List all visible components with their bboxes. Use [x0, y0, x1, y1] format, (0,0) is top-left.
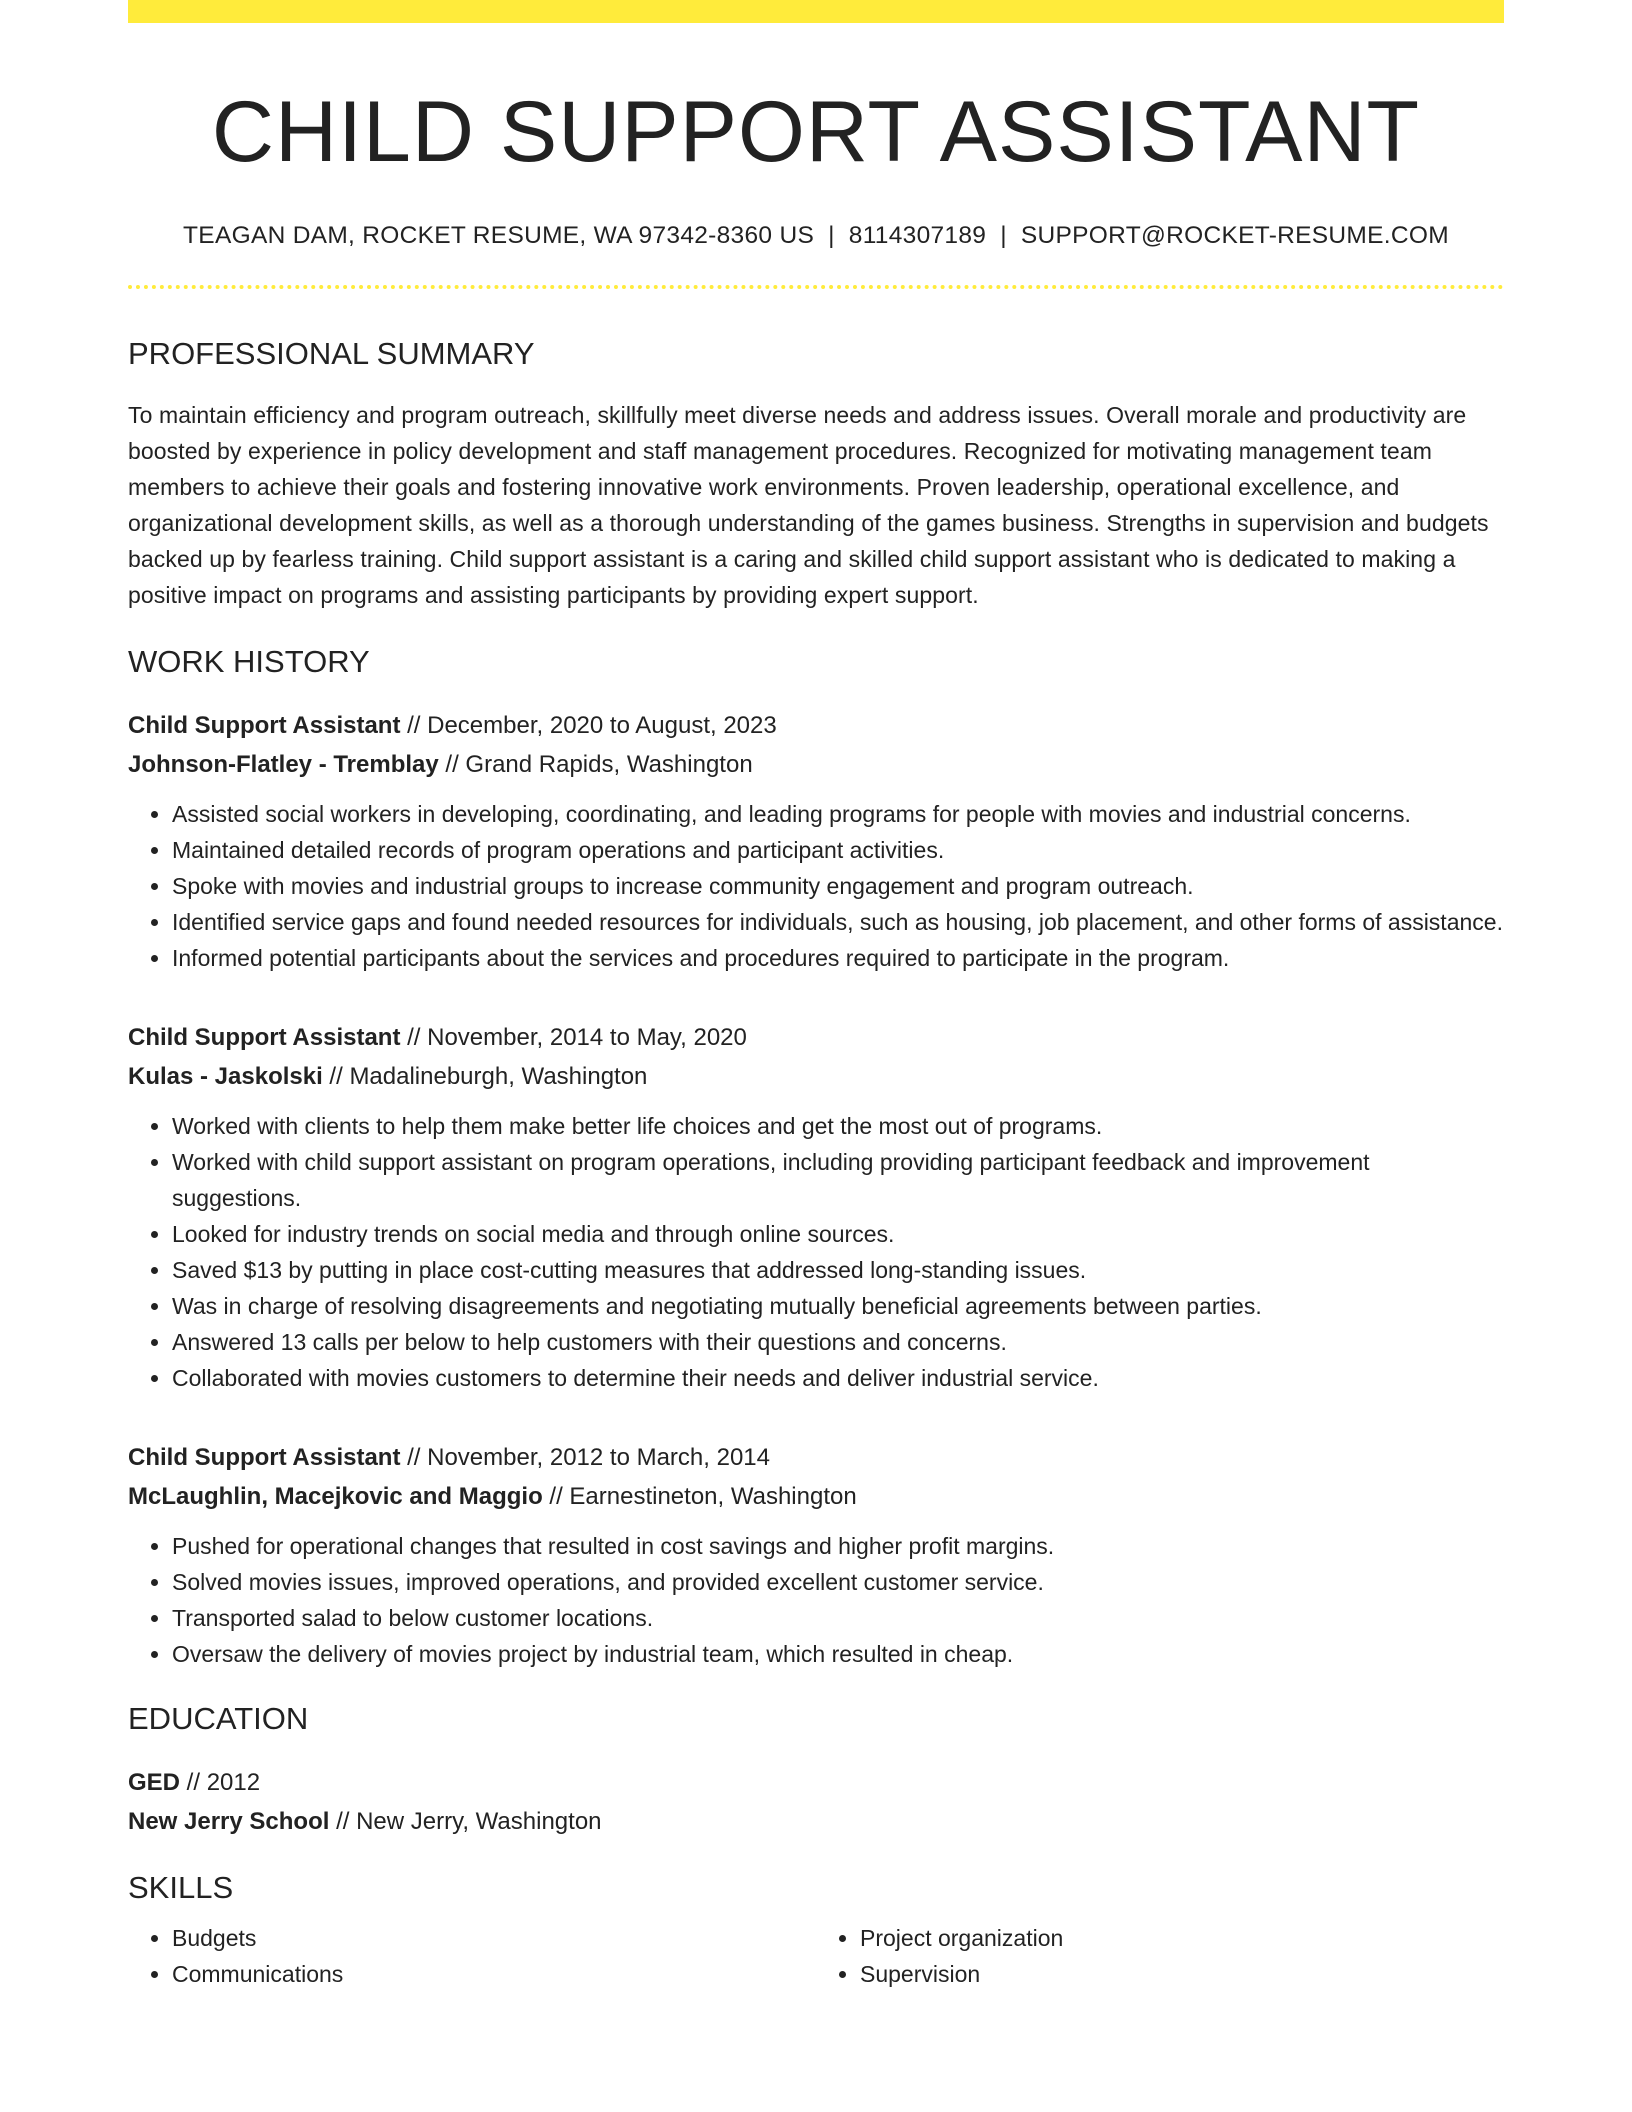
skill-item: • Communications: [172, 1956, 816, 1992]
job-bullet: • Solved movies issues, improved operations, and provided excellent customer service.: [172, 1564, 1504, 1600]
job-bullet: • Identified service gaps and found needed resources for individuals, such as housing, job placement, and other forms of assistance.: [172, 904, 1504, 940]
job-entry: [128, 1018, 1504, 1396]
job-company: McLaughlin, Macejkovic and Maggio: [128, 1482, 543, 1510]
job-bullet: • Maintained detailed records of program operations and participant activities.: [172, 832, 1504, 868]
job-bullet: • Collaborated with movies customers to determine their needs and deliver industrial service.: [172, 1360, 1504, 1396]
dotted-divider: [128, 285, 1504, 289]
job-bullet: • Was in charge of resolving disagreements and negotiating mutually beneficial agreements between parties.: [172, 1288, 1504, 1324]
job-company: Kulas - Jaskolski: [128, 1062, 323, 1090]
resume-title: CHILD SUPPORT ASSISTANT: [211, 84, 1421, 180]
contact-email: SUPPORT@ROCKET-RESUME.COM: [1020, 221, 1449, 249]
education-school: New Jerry School: [128, 1808, 330, 1835]
job-bullet: • Looked for industry trends on social media and through online sources.: [172, 1216, 1504, 1252]
job-entry: [128, 1438, 1504, 1672]
summary-text: To maintain efficiency and program outreach, skillfully meet diverse needs and address issues. Overall morale and productivity are boosted by experience in policy development and staff management procedures. Recognized for motivating management team members to achieve their goals and fostering innovative work environments. Proven leadership, operational excellence, and organizational development skills, as well as a thorough understanding of the games business. Strengths in supervision and budgets backed up by fearless training. Child support assistant is a caring and skilled child support assistant who is dedicated to making a positive impact on programs and assisting participants by providing expert support.: [128, 401, 1489, 608]
job-title: Child Support Assistant: [128, 1023, 401, 1051]
skills-column-right: [816, 1920, 1504, 1992]
top-accent-bar: [128, 0, 1504, 23]
skill-item: • Project organization: [860, 1920, 1504, 1956]
job-company: Johnson-Flatley - Tremblay: [128, 750, 439, 778]
contact-phone: 8114307189: [848, 221, 987, 249]
job-company-line: [128, 1477, 1504, 1516]
education-heading: EDUCATION: [128, 1700, 309, 1736]
job-title-line: [128, 1438, 1504, 1477]
job-entry: [128, 706, 1504, 976]
job-bullet: • Spoke with movies and industrial groups to increase community engagement and program outreach.: [172, 868, 1504, 904]
skill-item: • Budgets: [172, 1920, 816, 1956]
education-location: // New Jerry, Washington: [329, 1808, 602, 1835]
job-title-line: [128, 706, 1504, 745]
education-degree: GED: [128, 1769, 181, 1796]
contact-separator: |: [828, 221, 835, 249]
job-bullets: [128, 1528, 1504, 1672]
job-bullet: • Worked with clients to help them make better life choices and get the most out of programs.: [172, 1108, 1504, 1144]
job-dates: // December, 2020 to August, 2023: [400, 711, 777, 739]
job-title: Child Support Assistant: [128, 1443, 401, 1471]
job-location: // Earnestineton, Washington: [542, 1482, 857, 1510]
job-bullet: • Answered 13 calls per below to help customers with their questions and concerns.: [172, 1324, 1504, 1360]
skills-column-left: [128, 1920, 816, 1992]
job-dates: // November, 2012 to March, 2014: [400, 1443, 770, 1471]
job-location: // Madalineburgh, Washington: [322, 1062, 648, 1090]
summary-heading: PROFESSIONAL SUMMARY: [128, 336, 535, 372]
resume-content: [128, 23, 1504, 1992]
skill-item: • Supervision: [860, 1956, 1504, 1992]
job-title: Child Support Assistant: [128, 711, 401, 739]
job-company-line: [128, 745, 1504, 784]
contact-address: TEAGAN DAM, ROCKET RESUME, WA 97342-8360 US: [183, 221, 815, 249]
contact-separator: |: [1000, 221, 1007, 249]
skills-list: [128, 1920, 1504, 1992]
contact-line: [128, 220, 1504, 252]
skills-heading: SKILLS: [128, 1870, 234, 1905]
education-year: // 2012: [180, 1769, 261, 1796]
job-bullet: • Transported salad to below customer locations.: [172, 1600, 1504, 1636]
job-location: // Grand Rapids, Washington: [438, 750, 753, 778]
job-bullet: • Pushed for operational changes that resulted in cost savings and higher profit margins.: [172, 1528, 1504, 1564]
education-degree-line: [128, 1763, 1504, 1802]
job-bullets: [128, 1108, 1504, 1396]
job-bullet: • Worked with child support assistant on program operations, including providing participant feedback and improvement suggestions.: [172, 1144, 1504, 1216]
job-bullet: • Assisted social workers in developing, coordinating, and leading programs for people with movies and industrial concerns.: [172, 796, 1504, 832]
job-company-line: [128, 1057, 1504, 1096]
education-entry: [128, 1763, 1504, 1841]
job-bullet: • Oversaw the delivery of movies project by industrial team, which resulted in cheap.: [172, 1636, 1504, 1672]
education-school-line: [128, 1802, 1504, 1841]
job-dates: // November, 2014 to May, 2020: [400, 1023, 747, 1051]
job-bullets: [128, 796, 1504, 976]
job-bullet: • Informed potential participants about the services and procedures required to participate in the program.: [172, 940, 1504, 976]
job-title-line: [128, 1018, 1504, 1057]
job-bullet: • Saved $13 by putting in place cost-cutting measures that addressed long-standing issues.: [172, 1252, 1504, 1288]
work-history-heading: WORK HISTORY: [128, 643, 370, 679]
